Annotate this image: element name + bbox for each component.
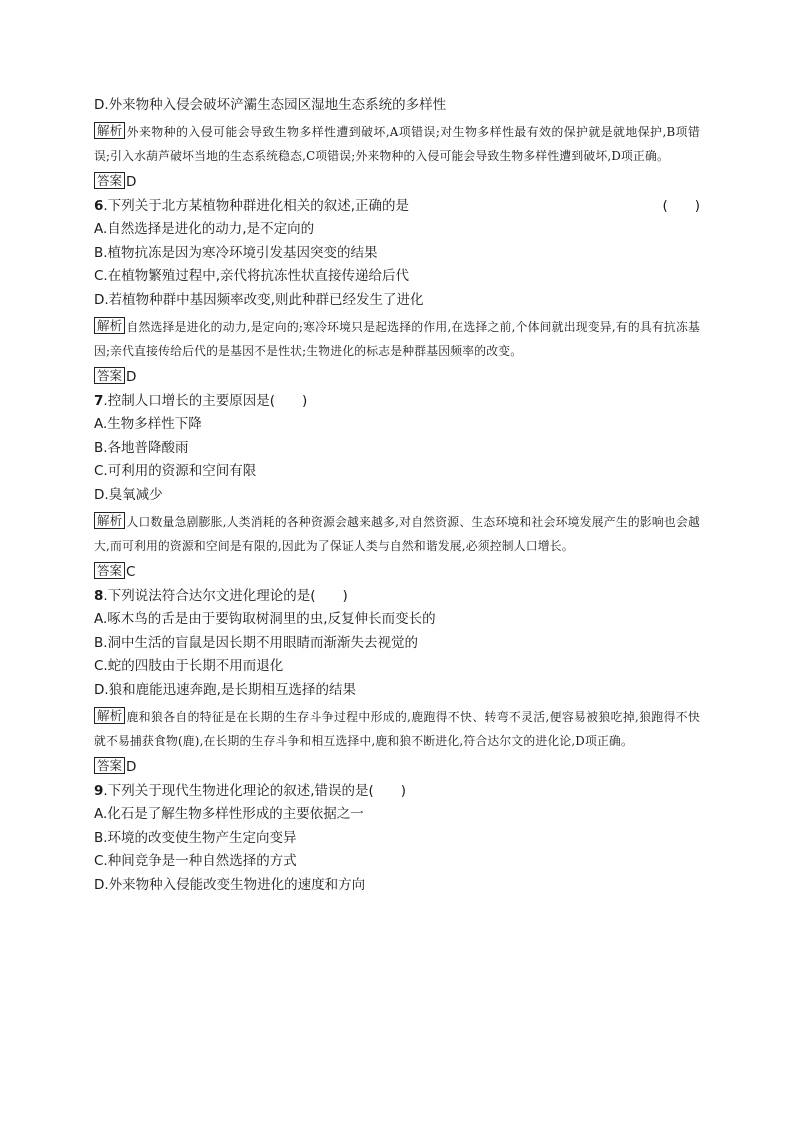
answer-bracket: ( ) <box>662 197 700 214</box>
question-stem <box>94 197 700 215</box>
question-text: .下列关于现代生物进化理论的叙述,错误的是( ) <box>103 782 407 799</box>
option-line: D.臭氧减少 <box>94 486 163 503</box>
answer-value: D <box>126 758 137 775</box>
explanation-text: 人口数量急剧膨胀,人类消耗的各种资源会越来越多,对自然资源、生态环境和社会环境发展产生的影响也会越大,而可利用的资源和空间是有限的,因此为了保证人类与自然和谐发展,必须控制人口增长。 <box>94 514 700 553</box>
option-line: D.外来物种入侵能改变生物进化的速度和方向 <box>94 876 366 893</box>
answer-tag: 答案 <box>94 757 125 774</box>
question-stem <box>94 392 700 410</box>
answer-value: D <box>126 173 137 190</box>
answer-tag: 答案 <box>94 367 125 384</box>
option-line: C.种间竞争是一种自然选择的方式 <box>94 853 297 870</box>
explanation-tag: 解析 <box>94 122 125 139</box>
option-line: D.狼和鹿能迅速奔跑,是长期相互选择的结果 <box>94 681 356 698</box>
explanation-block <box>94 705 700 753</box>
option-line: D.外来物种入侵会破坏浐灞生态园区湿地生态系统的多样性 <box>94 97 447 113</box>
answer-value: D <box>126 368 137 385</box>
answer-line <box>94 172 700 191</box>
question-number: 8 <box>94 587 104 604</box>
explanation-tag: 解析 <box>94 317 125 334</box>
explanation-text: 自然选择是进化的动力,是定向的;寒冷环境只是起选择的作用,在选择之前,个体间就出现变异,有的具有抗冻基因;亲代直接传给后代的是基因不是性状;生物进化的标志是种群基因频率的改变。 <box>94 319 700 358</box>
explanation-block <box>94 315 700 363</box>
question-text: .下列说法符合达尔文进化理论的是( ) <box>103 587 348 604</box>
question-number: 7 <box>94 392 104 409</box>
explanation-block <box>94 120 700 168</box>
option-line: A.啄木鸟的舌是由于要钩取树洞里的虫,反复伸长而变长的 <box>94 611 436 628</box>
question-text: .控制人口增长的主要原因是( ) <box>103 392 308 409</box>
option-line: B.环境的改变使生物产生定向变异 <box>94 829 297 846</box>
answer-value: C <box>126 563 136 580</box>
option-line: A.生物多样性下降 <box>94 416 202 433</box>
option-line: A.自然选择是进化的动力,是不定向的 <box>94 221 315 238</box>
explanation-text: 鹿和狼各自的特征是在长期的生存斗争过程中形成的,鹿跑得不快、转弯不灵活,便容易被狼吃掉,狼跑得不快就不易捕获食物(鹿),在长期的生存斗争和相互选择中,鹿和狼不断进化,符合达尔文的进化论,D项正确。 <box>94 709 700 748</box>
explanation-tag: 解析 <box>94 707 125 724</box>
option-line: C.可利用的资源和空间有限 <box>94 463 257 480</box>
explanation-block <box>94 510 700 558</box>
option-line: C.蛇的四肢由于长期不用而退化 <box>94 658 284 675</box>
option-line: C.在植物繁殖过程中,亲代将抗冻性状直接传递给后代 <box>94 268 410 285</box>
option-line: B.植物抗冻是因为寒冷环境引发基因突变的结果 <box>94 244 378 261</box>
question-number: 9 <box>94 782 104 799</box>
question-text: .下列关于北方某植物种群进化相关的叙述,正确的是 <box>103 197 409 214</box>
question-stem <box>94 782 700 800</box>
answer-line <box>94 757 700 776</box>
explanation-tag: 解析 <box>94 512 125 529</box>
question-number: 6 <box>94 197 104 214</box>
answer-tag: 答案 <box>94 172 125 189</box>
document-page <box>94 96 700 899</box>
answer-line <box>94 367 700 386</box>
option-line: B.各地普降酸雨 <box>94 439 189 456</box>
option-line: A.化石是了解生物多样性形成的主要依据之一 <box>94 806 364 823</box>
answer-tag: 答案 <box>94 562 125 579</box>
option-line: D.若植物种群中基因频率改变,则此种群已经发生了进化 <box>94 291 424 308</box>
answer-line <box>94 562 700 581</box>
question-stem <box>94 587 700 605</box>
explanation-text: 外来物种的入侵可能会导致生物多样性遭到破坏,A项错误;对生物多样性最有效的保护就是就地保护,B项错误;引入水葫芦破坏当地的生态系统稳态,C项错误;外来物种的入侵可能会导致生物多样性遭到破坏,D项正确。 <box>94 124 700 163</box>
option-line: B.洞中生活的盲鼠是因长期不用眼睛而渐渐失去视觉的 <box>94 634 419 651</box>
